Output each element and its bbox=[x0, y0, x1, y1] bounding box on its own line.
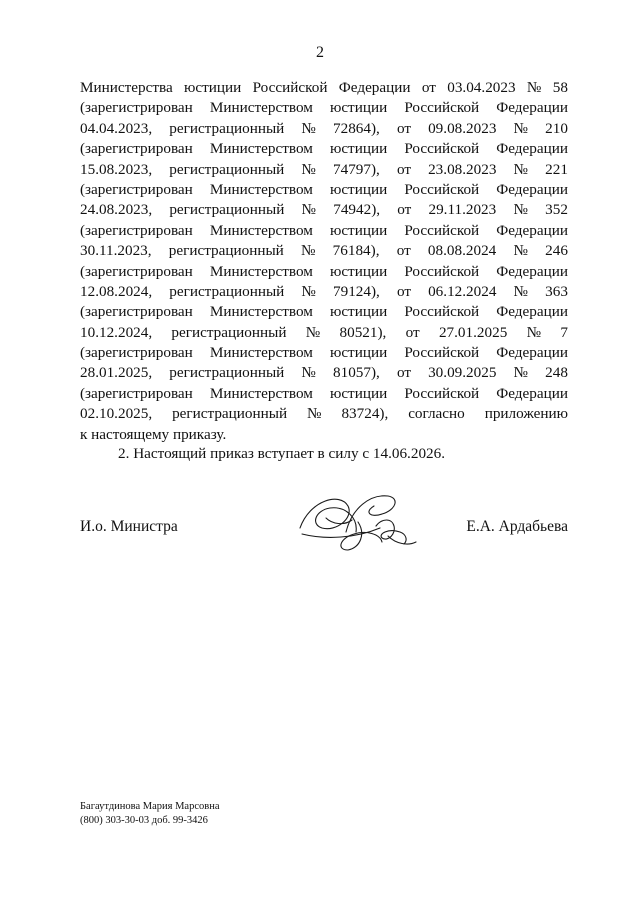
body-word: от bbox=[396, 119, 411, 137]
body-word: 248 bbox=[545, 364, 568, 382]
body-line bbox=[80, 384, 568, 404]
body-word: 02.10.2025, bbox=[80, 405, 153, 423]
body-word: Министерством bbox=[209, 180, 313, 198]
body-word: № bbox=[513, 364, 529, 382]
body-word: (зарегистрирован bbox=[80, 262, 193, 280]
body-line bbox=[80, 221, 568, 241]
body-word: № bbox=[305, 323, 321, 341]
body-word: 81057), bbox=[333, 364, 380, 382]
body-line bbox=[80, 343, 568, 363]
body-word: 74797), bbox=[333, 160, 380, 178]
body-word: от bbox=[396, 364, 411, 382]
body-line bbox=[80, 282, 568, 302]
body-line bbox=[80, 119, 568, 139]
body-word: № bbox=[513, 201, 528, 219]
body-word: от bbox=[396, 282, 411, 300]
body-word: 363 bbox=[545, 282, 568, 300]
body-word: (зарегистрирован bbox=[80, 99, 193, 117]
body-word: № bbox=[301, 160, 316, 178]
body-line bbox=[80, 200, 568, 220]
body-word: от bbox=[396, 160, 411, 178]
body-word: регистрационный bbox=[169, 160, 285, 178]
body-word: Федерации bbox=[496, 384, 568, 402]
footer-phone: (800) 303-30-03 доб. 99-3426 bbox=[80, 815, 208, 826]
body-word: 06.12.2024 bbox=[428, 282, 497, 300]
body-word: Министерством bbox=[209, 140, 313, 158]
footer bbox=[80, 800, 219, 828]
body-word: № bbox=[301, 282, 316, 300]
body-word: Министерством bbox=[209, 262, 313, 280]
body-word: Министерством bbox=[209, 344, 313, 362]
body-word: юстиции bbox=[329, 140, 388, 158]
body-word: (зарегистрирован bbox=[80, 303, 193, 321]
body-word: 221 bbox=[545, 160, 568, 178]
body-word: Российской bbox=[404, 221, 480, 239]
body-word: 12.08.2024, bbox=[80, 282, 153, 300]
body-word: 03.04.2023 bbox=[447, 79, 516, 96]
body-word: 246 bbox=[545, 242, 568, 260]
body-word: юстиции bbox=[329, 262, 388, 280]
body-word: Министерством bbox=[209, 221, 313, 239]
body-word: 72864), bbox=[333, 119, 380, 137]
body-word: № bbox=[300, 242, 316, 260]
body-word: Российской bbox=[404, 140, 480, 158]
body-word: регистрационный bbox=[169, 282, 285, 300]
body-line bbox=[80, 323, 568, 343]
body-word: Российской bbox=[404, 180, 480, 198]
body-line bbox=[80, 363, 568, 383]
body-word: № bbox=[513, 119, 529, 137]
body-word: (зарегистрирован bbox=[80, 221, 193, 239]
signature-image bbox=[296, 488, 420, 556]
signatory-name: Е.А. Ардабьева bbox=[466, 518, 568, 535]
body-word: (зарегистрирован bbox=[80, 384, 193, 402]
body-word: от bbox=[405, 323, 420, 341]
body-text bbox=[80, 78, 568, 445]
body-word: 27.01.2025 bbox=[438, 323, 508, 341]
body-line bbox=[80, 241, 568, 261]
body-word: Федерации bbox=[496, 140, 568, 158]
body-word: 15.08.2023, bbox=[80, 160, 153, 178]
body-word: (зарегистрирован bbox=[80, 140, 193, 158]
body-word: Российской bbox=[404, 99, 480, 117]
body-word: 210 bbox=[545, 119, 568, 137]
body-word: 10.12.2024, bbox=[80, 323, 153, 341]
signatory-title: И.о. Министра bbox=[80, 518, 178, 535]
body-word: № bbox=[526, 323, 542, 341]
body-line bbox=[80, 180, 568, 200]
body-word: № bbox=[513, 242, 528, 260]
body-line bbox=[80, 78, 568, 98]
body-word: Российской bbox=[404, 262, 480, 280]
body-word: 24.08.2023, bbox=[80, 201, 153, 219]
body-word: (зарегистрирован bbox=[80, 180, 193, 198]
body-word: 352 bbox=[545, 201, 568, 219]
body-word: согласно bbox=[408, 405, 465, 423]
body-word: регистрационный bbox=[171, 323, 287, 341]
body-word: Федерации bbox=[496, 262, 568, 280]
footer-author: Багаутдинова Мария Марсовна bbox=[80, 801, 220, 812]
body-word: 23.08.2023 bbox=[428, 160, 497, 178]
body-word: регистрационный bbox=[169, 364, 285, 382]
body-last-line: к настоящему приказу. bbox=[80, 425, 227, 443]
body-word: 7 bbox=[560, 323, 568, 341]
body-word: юстиции bbox=[329, 180, 388, 198]
body-word: Министерством bbox=[209, 99, 313, 117]
page-number: 2 bbox=[316, 44, 324, 61]
body-word: приложению bbox=[484, 405, 568, 423]
body-word: регистрационный bbox=[172, 405, 288, 423]
body-word: Российской bbox=[404, 384, 480, 402]
body-word: (зарегистрирован bbox=[80, 344, 193, 362]
body-line bbox=[80, 139, 568, 159]
body-word: от bbox=[421, 79, 436, 96]
body-line bbox=[80, 98, 568, 118]
body-word: 09.08.2023 bbox=[428, 119, 497, 137]
body-word: № bbox=[307, 405, 322, 423]
body-word: Федерации bbox=[496, 221, 568, 239]
body-word: юстиции bbox=[329, 384, 388, 402]
body-word: 04.04.2023, bbox=[80, 119, 153, 137]
body-word: Российской bbox=[252, 79, 328, 96]
body-word: 83724), bbox=[341, 405, 389, 423]
body-line bbox=[80, 302, 568, 322]
body-word: 30.11.2023, bbox=[80, 242, 152, 260]
body-word: 74942), bbox=[333, 201, 381, 219]
body-word: 80521), bbox=[339, 323, 387, 341]
body-word: Министерством bbox=[209, 384, 313, 402]
body-word: регистрационный bbox=[168, 242, 284, 260]
body-word: от bbox=[397, 201, 412, 219]
body-word: юстиции bbox=[329, 303, 388, 321]
body-word: № bbox=[513, 160, 529, 178]
body-word: Российской bbox=[404, 303, 480, 321]
body-word: регистрационный bbox=[169, 119, 285, 137]
body-word: 58 bbox=[552, 79, 568, 96]
body-word: Министерством bbox=[209, 303, 313, 321]
paragraph-2: 2. Настоящий приказ вступает в силу с 14.06.2026. bbox=[118, 445, 446, 462]
body-word: № bbox=[513, 282, 529, 300]
body-word: 29.11.2023 bbox=[428, 201, 497, 219]
body-word: регистрационный bbox=[169, 201, 285, 219]
body-word: Федерации bbox=[496, 180, 568, 198]
body-word: Федерации bbox=[496, 344, 568, 362]
body-word: Федерации bbox=[496, 303, 568, 321]
body-word: от bbox=[396, 242, 411, 260]
body-word: юстиции bbox=[184, 79, 242, 96]
body-word: № bbox=[301, 119, 316, 137]
body-word: 08.08.2024 bbox=[427, 242, 497, 260]
body-word: Федерации bbox=[338, 79, 411, 96]
body-word: Министерства bbox=[80, 79, 173, 96]
body-word: юстиции bbox=[329, 99, 388, 117]
body-word: 79124), bbox=[333, 282, 380, 300]
body-word: 28.01.2025, bbox=[80, 364, 153, 382]
body-word: 30.09.2025 bbox=[428, 364, 497, 382]
body-word: Федерации bbox=[496, 99, 568, 117]
body-word: № bbox=[526, 79, 542, 96]
body-word: № bbox=[301, 201, 317, 219]
body-word: юстиции bbox=[329, 221, 388, 239]
body-line bbox=[80, 160, 568, 180]
body-word: № bbox=[301, 364, 316, 382]
body-word: 76184), bbox=[332, 242, 380, 260]
body-line bbox=[80, 262, 568, 282]
body-word: Российской bbox=[404, 344, 480, 362]
body-word: юстиции bbox=[329, 344, 388, 362]
body-line bbox=[80, 404, 568, 424]
